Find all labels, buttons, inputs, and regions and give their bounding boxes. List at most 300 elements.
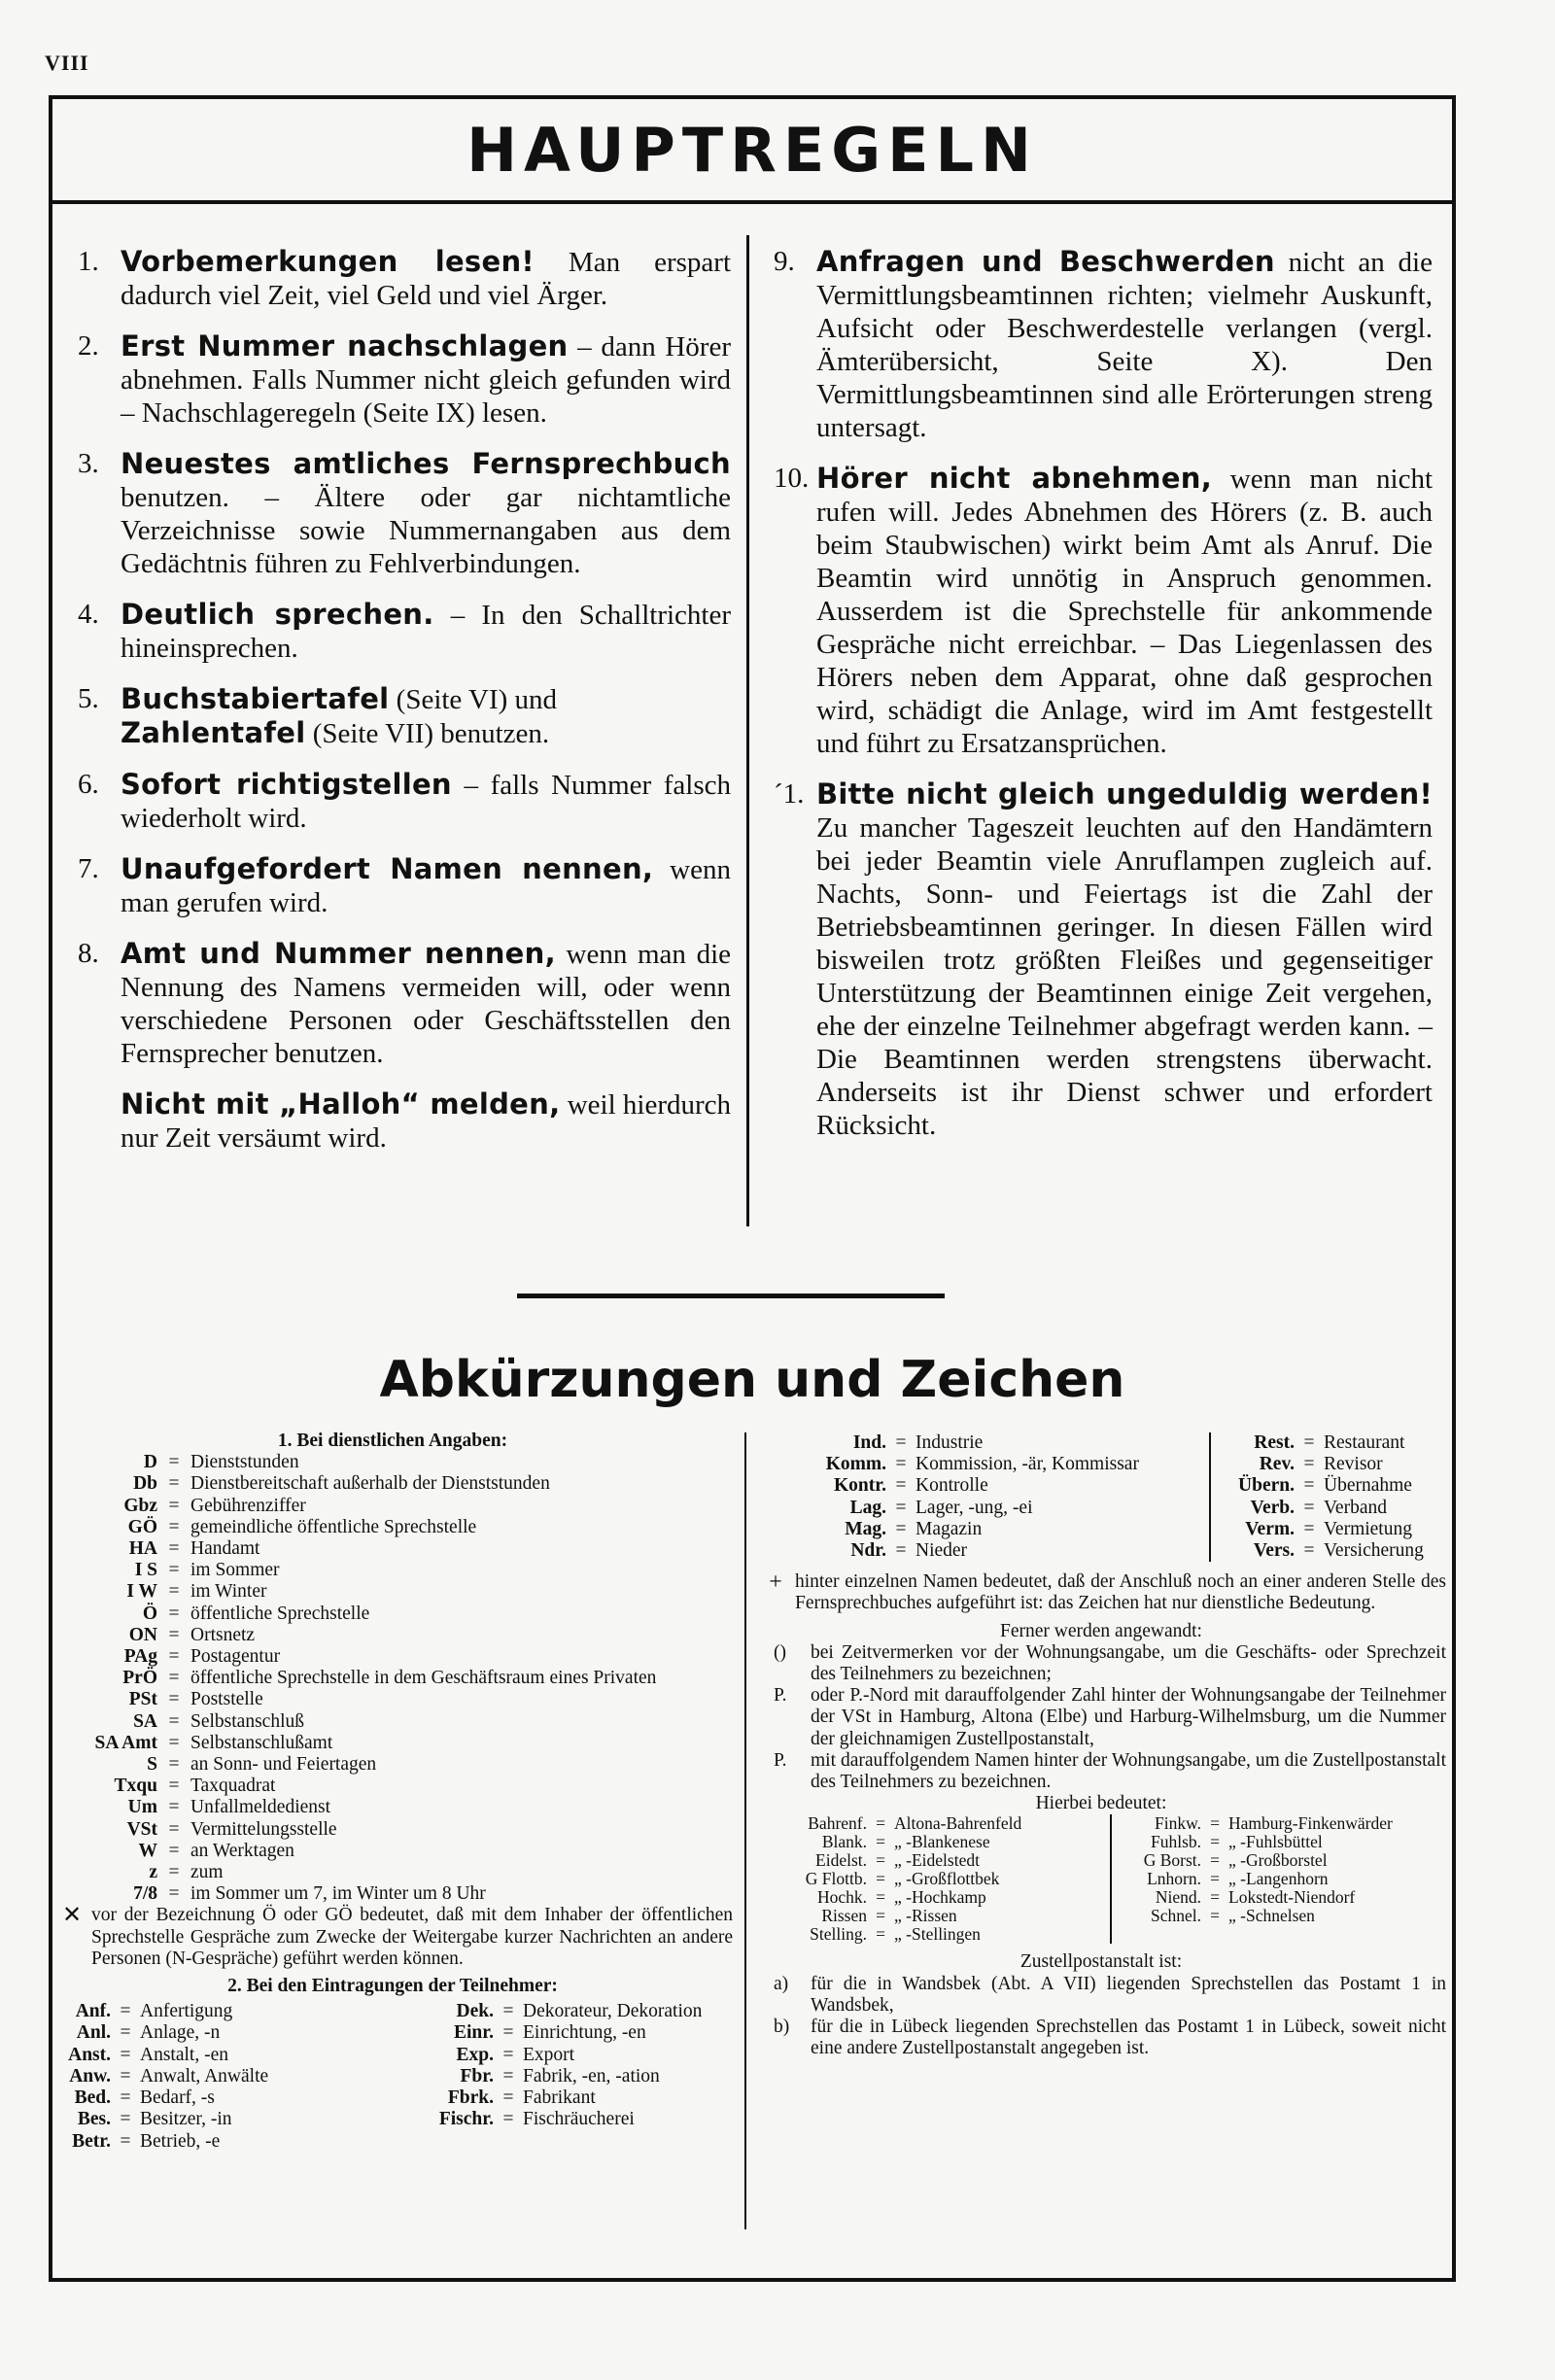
abbreviation-row: [52, 2045, 393, 2066]
abbreviation-key: PrÖ: [122, 1668, 157, 1689]
section1-list: [52, 1452, 733, 1905]
title-box: [52, 99, 1452, 204]
rule-text: weil hierdurch nur Zeit versäumt wird.: [121, 1089, 732, 1154]
list-marker: P.: [774, 1685, 787, 1707]
equals-sign: =: [168, 1646, 180, 1668]
abbreviation-row: [801, 1519, 1209, 1540]
abbreviation-value: Poststelle: [190, 1689, 263, 1710]
abbreviation-key: Lnhorn.: [1147, 1869, 1201, 1889]
rule-number: 1.: [78, 246, 99, 277]
abbreviation-value: Revisor: [1324, 1454, 1383, 1475]
rule-lead: Buchstabiertafel: [121, 682, 390, 715]
abbreviation-row: [789, 1851, 1110, 1870]
abbreviation-value: gemeindliche öffentliche Sprechstelle: [190, 1516, 477, 1537]
abbreviation-key: Schnel.: [1150, 1906, 1201, 1926]
equals-sign: =: [168, 1862, 180, 1883]
abbreviation-value: Magazin: [916, 1518, 983, 1539]
abbreviation-value: „ -Großflottbek: [894, 1869, 1000, 1889]
abbreviation-row: [1223, 1454, 1475, 1475]
equals-sign: =: [168, 1689, 180, 1710]
abbreviation-value: Export: [523, 2044, 575, 2065]
abbreviation-row: [52, 2131, 393, 2153]
abbreviation-row: [52, 1496, 733, 1517]
abbreviation-row: [52, 1711, 733, 1733]
abbreviation-row: [789, 1833, 1110, 1851]
abbreviation-key: Gbz: [123, 1495, 157, 1516]
abbreviation-value: Dekorateur, Dekoration: [523, 2001, 703, 2022]
abbreviation-key: Lag.: [849, 1497, 886, 1518]
abbreviation-key: Um: [127, 1797, 157, 1818]
abbreviation-row: [1223, 1540, 1475, 1562]
abbreviation-key: Verb.: [1250, 1497, 1295, 1518]
abbreviation-value: Taxquadrat: [190, 1776, 276, 1797]
equals-sign: =: [895, 1454, 907, 1475]
equals-sign: =: [168, 1473, 180, 1495]
abbreviation-key: 7/8: [133, 1883, 157, 1905]
abbreviation-value: Vermittelungsstelle: [190, 1818, 337, 1840]
page-title: HAUPTREGELN: [466, 114, 1038, 186]
abbreviation-value: Ortsnetz: [190, 1624, 256, 1645]
abbreviation-value: Anfertigung: [140, 2001, 233, 2022]
abbreviation-value: Bedarf, -s: [140, 2087, 215, 2109]
equals-sign: =: [168, 1538, 180, 1560]
abbreviation-row: [52, 1841, 733, 1862]
rule-number: 8.: [78, 938, 99, 969]
rule-item: [78, 937, 731, 1070]
abbreviation-key: Anst.: [68, 2044, 111, 2065]
rule-text: Zu mancher Tageszeit leuchten auf den Handämtern bei jeder Beamtin viele Anruflampen zugleich auf. Nachts, Sonn- und Feiertags ist die Zahl der Betriebsbeamtinnen geringer. In diesen Fällen wird bisweilen trotz größten Fleißes und gegenseitiger Unterstützung der Beamtinnen einige Zeit vergehen, ehe der einzelne Teilnehmer abgefragt werden kann. – Die Beamtinnen werden strengstens überwacht. Anderseits ist ihr Dienst schwer und erfordert Rücksicht.: [816, 812, 1433, 1141]
abbreviation-row: [52, 1754, 733, 1776]
abbreviation-row: [52, 1517, 733, 1538]
equals-sign: =: [168, 1581, 180, 1603]
abbreviations-divider: [744, 1432, 746, 2229]
abbreviation-value: Lokstedt-Niendorf: [1228, 1887, 1356, 1908]
equals-sign: =: [1303, 1475, 1315, 1497]
abbreviation-key: Komm.: [825, 1454, 886, 1475]
abbreviation-key: Einr.: [453, 2022, 494, 2044]
equals-sign: =: [1210, 1906, 1220, 1926]
abbreviation-value: Kommission, -är, Kommissar: [916, 1454, 1139, 1475]
abbreviation-value: Selbstanschluß: [190, 1710, 304, 1732]
equals-sign: =: [120, 2022, 131, 2044]
abbreviation-value: „ -Schnelsen: [1228, 1906, 1315, 1926]
rule-lead: Erst Nummer nachschlagen: [121, 329, 569, 362]
abbreviation-row: [52, 2109, 393, 2130]
abbreviation-value: „ -Eidelstedt: [894, 1850, 980, 1871]
abbreviation-value: an Werktagen: [190, 1840, 294, 1861]
equals-sign: =: [168, 1818, 180, 1840]
abbreviation-row: [52, 1581, 733, 1603]
rules-left-column: [78, 245, 731, 1172]
equals-sign: =: [876, 1813, 885, 1834]
abbreviation-row: [52, 1538, 733, 1560]
abbreviation-key: Bahrenf.: [808, 1813, 867, 1834]
abbreviation-key: Betr.: [72, 2130, 111, 2152]
abbreviation-row: [393, 2087, 733, 2109]
abbreviations-right: [756, 1432, 1446, 2059]
equals-sign: =: [168, 1754, 180, 1776]
list-item: [774, 2017, 1446, 2059]
content-frame: [49, 95, 1456, 2282]
equals-sign: =: [876, 1869, 885, 1889]
equals-sign: =: [1210, 1850, 1220, 1871]
equals-sign: =: [120, 2001, 131, 2022]
abbreviation-key: z: [149, 1862, 157, 1883]
rule-number: 10.: [774, 463, 810, 494]
abbreviation-value: Handamt: [190, 1538, 260, 1560]
abbreviations-left: [52, 1431, 733, 2153]
abbreviation-key: SA: [133, 1710, 157, 1732]
abbreviation-row: [52, 1689, 733, 1710]
abbreviation-row: [52, 1797, 733, 1818]
abbreviation-row: [52, 1473, 733, 1495]
equals-sign: =: [120, 2044, 131, 2065]
section-title-abbreviations: Abkürzungen und Zeichen: [379, 1351, 1125, 1409]
equals-sign: =: [1210, 1813, 1220, 1834]
rule-text: benutzen. – Ältere oder gar nichtamtliche Verzeichnisse sowie Nummernangaben aus dem Gedächtnis führen zu Fehlverbindungen.: [121, 482, 731, 579]
abbreviation-value: Dienstbereitschaft außerhalb der Dienststunden: [190, 1473, 550, 1495]
abbr-block-a: [801, 1432, 1211, 1562]
abbreviation-key: VSt: [126, 1818, 157, 1840]
list-marker: b): [774, 2017, 790, 2038]
abbreviation-key: Niend.: [1155, 1887, 1201, 1908]
equals-sign: =: [502, 2065, 514, 2087]
abbreviation-key: Hochk.: [816, 1887, 867, 1908]
rule-item: [774, 245, 1433, 444]
abbreviation-key: Stelling.: [810, 1924, 867, 1945]
equals-sign: =: [168, 1495, 180, 1516]
equals-sign: =: [168, 1732, 180, 1753]
rule-item: [78, 1087, 731, 1155]
abbreviation-value: Anlage, -n: [140, 2022, 221, 2044]
abbreviation-value: Besitzer, -in: [140, 2109, 232, 2130]
rule-text: wenn man die Nennung des Namens vermeiden will, oder wenn verschiedene Personen oder Geschäftsstellen den Fernsprecher benutzen.: [121, 939, 731, 1069]
abbreviation-value: Lager, -ung, -ei: [916, 1497, 1033, 1518]
abbreviation-row: [801, 1432, 1209, 1454]
list-text: für die in Lübeck liegenden Sprechstellen das Postamt 1 in Lübeck, soweit nicht eine andere Zustellpostanstalt angegeben ist.: [811, 2017, 1446, 2059]
ferner-list: [756, 1642, 1446, 1793]
rule-number: 7.: [78, 853, 99, 884]
abbreviation-key: ON: [128, 1624, 157, 1645]
abbreviation-row: [393, 2045, 733, 2066]
list-text: für die in Wandsbek (Abt. A VII) liegenden Sprechstellen das Postamt 1 in Wandsbek,: [811, 1973, 1446, 2016]
abbreviation-row: [52, 1668, 733, 1689]
abbreviation-key: Db: [133, 1473, 157, 1495]
equals-sign: =: [502, 2001, 514, 2022]
equals-sign: =: [1210, 1832, 1220, 1852]
rule-lead: Nicht mit „Halloh“ melden,: [121, 1087, 561, 1121]
equals-sign: =: [120, 2130, 131, 2152]
cross-note-text: vor der Bezeichnung Ö oder GÖ bedeutet, daß mit dem Inhaber der öffentlichen Sprechstelle Gespräche zum Zwecke der Weitergabe kurzer Nachrichten an andere Personen (N-Gespräche) geführt werden können.: [91, 1905, 733, 1969]
rule-lead: Vorbemerkungen lesen!: [121, 245, 535, 278]
abbreviation-row: [52, 2001, 393, 2022]
places-block-a: [789, 1814, 1112, 1944]
rule-lead: Hörer nicht abnehmen,: [816, 462, 1213, 495]
abbreviation-key: Rest.: [1254, 1432, 1295, 1453]
rule-item: [78, 768, 731, 835]
plus-icon: +: [769, 1569, 782, 1596]
abbreviation-row: [1223, 1475, 1475, 1497]
rule-text: Man erspart dadurch viel Zeit, viel Geld und viel Ärger.: [121, 247, 732, 311]
abbreviation-row: [1223, 1519, 1475, 1540]
rule-item: [78, 682, 731, 750]
ferner-heading: Ferner werden angewandt:: [1000, 1620, 1202, 1641]
equals-sign: =: [895, 1432, 907, 1453]
equals-sign: =: [895, 1475, 907, 1497]
equals-sign: =: [120, 2065, 131, 2087]
abbreviation-key: Fuhlsb.: [1150, 1832, 1201, 1852]
equals-sign: =: [168, 1516, 180, 1537]
equals-sign: =: [1303, 1497, 1315, 1518]
abbreviation-value: Unfallmeldedienst: [190, 1797, 331, 1818]
abbreviation-key: Verm.: [1245, 1518, 1295, 1539]
list-marker: P.: [774, 1749, 787, 1771]
abbreviation-key: D: [143, 1452, 157, 1473]
abbreviation-row: [52, 1646, 733, 1668]
abbreviation-key: G Flottb.: [805, 1869, 867, 1889]
list-text: bei Zeitvermerken vor der Wohnungsangabe, um die Geschäfts- oder Sprechzeit des Teilnehmers zu bezeichnen;: [811, 1641, 1446, 1685]
abbreviation-row: [1122, 1851, 1452, 1870]
abbreviation-key: Rev.: [1259, 1454, 1295, 1475]
equals-sign: =: [876, 1832, 885, 1852]
equals-sign: =: [120, 2109, 131, 2130]
rule-item: [78, 447, 731, 580]
abbreviation-row: [1122, 1833, 1452, 1851]
rule-item: [78, 245, 731, 312]
equals-sign: =: [1303, 1432, 1315, 1453]
abbreviation-key: W: [138, 1840, 157, 1861]
places-block-b: [1112, 1814, 1452, 1944]
section2-left: [52, 2001, 393, 2152]
abbreviation-row: [52, 2022, 393, 2044]
abbreviation-row: [393, 2109, 733, 2130]
abbreviation-key: Übern.: [1238, 1475, 1295, 1497]
equals-sign: =: [168, 1668, 180, 1689]
abbreviation-value: Betrieb, -e: [140, 2130, 221, 2152]
rule-item: [774, 777, 1433, 1142]
equals-sign: =: [168, 1603, 180, 1624]
abbreviation-row: [801, 1540, 1209, 1562]
abbreviation-value: öffentliche Sprechstelle in dem Geschäftsraum eines Privaten: [190, 1668, 657, 1689]
list-text: oder P.-Nord mit darauffolgender Zahl hinter der Wohnungsangabe der Teilnehmer der VSt in Hamburg, Altona (Elbe) und Harburg-Wilhelmsburg, um die Nummer der gleichnamigen Zustellpostanstalt,: [811, 1685, 1446, 1749]
rule-text: – In den Schalltrichter hineinsprechen.: [121, 600, 731, 664]
rule-lead: Amt und Nummer nennen,: [121, 937, 556, 970]
abbreviation-key: I W: [126, 1581, 157, 1603]
column-divider: [746, 235, 749, 1226]
zustell-list: [756, 1974, 1446, 2060]
abbreviation-key: Kontr.: [834, 1475, 886, 1497]
abbreviation-value: Hamburg-Finkenwärder: [1228, 1813, 1393, 1834]
abbreviation-row: [1122, 1870, 1452, 1888]
equals-sign: =: [168, 1624, 180, 1645]
abbreviation-row: [393, 2066, 733, 2087]
abbreviation-value: im Sommer: [190, 1560, 280, 1581]
rule-lead: Neuestes amtliches Fernsprechbuch: [121, 447, 731, 480]
abbreviation-key: PSt: [128, 1689, 157, 1710]
equals-sign: =: [876, 1850, 885, 1871]
equals-sign: =: [895, 1518, 907, 1539]
rule-number: 9.: [774, 246, 795, 277]
abbreviation-key: PAg: [123, 1646, 157, 1668]
abbreviation-row: [393, 2001, 733, 2022]
abbreviation-row: [1122, 1907, 1452, 1925]
equals-sign: =: [168, 1710, 180, 1732]
abbreviation-value: im Winter: [190, 1581, 267, 1603]
equals-sign: =: [1210, 1869, 1220, 1889]
abbreviation-row: [789, 1907, 1110, 1925]
abbreviation-value: „ -Stellingen: [894, 1924, 981, 1945]
abbreviation-key: G Borst.: [1143, 1850, 1201, 1871]
abbreviation-value: Kontrolle: [916, 1475, 988, 1497]
zustell-heading: Zustellpostanstalt ist:: [1019, 1951, 1183, 1973]
abbreviation-value: Übernahme: [1324, 1475, 1412, 1497]
abbreviation-value: „ -Rissen: [894, 1906, 957, 1926]
equals-sign: =: [1210, 1887, 1220, 1908]
rule-number: ´1.: [774, 778, 805, 810]
equals-sign: =: [1303, 1454, 1315, 1475]
equals-sign: =: [876, 1906, 885, 1926]
rule-item: [78, 852, 731, 919]
abbreviation-value: Fabrik, -en, -ation: [523, 2065, 660, 2087]
abbreviation-row: [52, 1883, 733, 1905]
abbreviation-value: zum: [190, 1862, 224, 1883]
abbreviation-key: S: [147, 1754, 157, 1776]
rule-item: [78, 598, 731, 665]
abbreviation-row: [52, 1819, 733, 1841]
abbreviation-row: [52, 1560, 733, 1581]
equals-sign: =: [168, 1776, 180, 1797]
abbreviation-key: Rissen: [821, 1906, 867, 1926]
abbreviation-row: [52, 2066, 393, 2087]
section2-columns: [52, 2001, 733, 2152]
abbreviation-key: Fischr.: [438, 2109, 494, 2130]
list-item: [774, 1642, 1446, 1685]
rule-lead: Bitte nicht gleich ungeduldig werden!: [816, 777, 1433, 811]
abbreviation-key: Fbrk.: [447, 2087, 494, 2109]
abbreviation-value: Vermietung: [1324, 1518, 1412, 1539]
abbreviation-value: Anwalt, Anwälte: [140, 2065, 269, 2087]
rule-text: – dann Hörer abnehmen. Falls Nummer nicht gleich gefunden wird – Nachschlageregeln (Seite IX) lesen.: [121, 331, 731, 429]
rules-right-column: [774, 245, 1433, 1159]
abbreviation-row: [801, 1498, 1209, 1519]
abbreviation-key: Anf.: [75, 2001, 111, 2022]
abbreviation-key: Ind.: [852, 1432, 886, 1453]
abbreviation-value: an Sonn- und Feiertagen: [190, 1754, 377, 1776]
equals-sign: =: [120, 2087, 131, 2109]
abbreviation-key: Anl.: [76, 2022, 111, 2044]
abbreviation-key: Ndr.: [850, 1540, 886, 1562]
abbreviation-value: Dienststunden: [190, 1452, 299, 1473]
abbreviation-row: [52, 1452, 733, 1473]
abbreviation-value: Fischräucherei: [523, 2109, 635, 2130]
abbreviation-value: Altona-Bahrenfeld: [894, 1813, 1022, 1834]
abbreviation-key: Finkw.: [1155, 1813, 1201, 1834]
rule-text: – falls Nummer falsch wiederholt wird.: [121, 770, 731, 834]
abbreviation-key: Dek.: [456, 2001, 494, 2022]
abbreviation-row: [789, 1925, 1110, 1944]
abbreviation-key: Ö: [142, 1603, 157, 1624]
equals-sign: =: [1303, 1540, 1315, 1562]
rule-item: [774, 462, 1433, 760]
abbreviations-top-table: [801, 1432, 1446, 1562]
equals-sign: =: [876, 1924, 885, 1945]
rule-number: 6.: [78, 769, 99, 800]
abbreviation-row: [52, 1776, 733, 1797]
list-marker: (): [774, 1641, 786, 1663]
equals-sign: =: [502, 2109, 514, 2130]
abbreviation-value: „ -Fuhlsbüttel: [1228, 1832, 1323, 1852]
abbreviation-value: öffentliche Sprechstelle: [190, 1603, 370, 1624]
abbreviation-value: Gebührenziffer: [190, 1495, 306, 1516]
section2-heading: 2. Bei den Eintragungen der Teilnehmer:: [227, 1976, 558, 1997]
abbreviation-key: Exp.: [456, 2044, 494, 2065]
abbreviation-key: HA: [128, 1538, 157, 1560]
list-item: [774, 1750, 1446, 1793]
equals-sign: =: [168, 1797, 180, 1818]
rule-number: 5.: [78, 683, 99, 714]
abbreviation-value: Versicherung: [1324, 1540, 1424, 1562]
abbreviation-key: GÖ: [127, 1516, 157, 1537]
rule-text: (Seite VII) benutzen.: [305, 718, 550, 749]
plus-note-text: hinter einzelnen Namen bedeutet, daß der Anschluß noch an einer anderen Stelle des Fernsprechbuches aufgeführt ist: das Zeichen hat nur dienstliche Bedeutung.: [795, 1571, 1446, 1614]
abbreviation-key: Bes.: [77, 2109, 111, 2130]
rule-text: (Seite VI) und: [389, 684, 558, 715]
equals-sign: =: [895, 1540, 907, 1562]
rule-lead: Zahlentafel: [121, 716, 306, 749]
abbr-block-b: [1211, 1432, 1475, 1562]
rule-text: nicht an die Vermittlungsbeamtinnen richten; vielmehr Auskunft, Aufsicht oder Beschwerdestelle verlangen (vergl. Ämterübersicht, Seite X). Den Vermittlungsbeamtinnen sind alle Erörterungen streng untersagt.: [816, 247, 1433, 443]
abbreviation-key: Blank.: [821, 1832, 867, 1852]
rule-lead: Deutlich sprechen.: [121, 598, 434, 631]
rule-item: [78, 329, 731, 430]
hierbei-heading: Hierbei bedeutet:: [1035, 1793, 1167, 1814]
equals-sign: =: [1303, 1518, 1315, 1539]
equals-sign: =: [168, 1452, 180, 1473]
section2-right: [393, 2001, 733, 2152]
abbreviation-value: Postagentur: [190, 1646, 281, 1668]
equals-sign: =: [876, 1887, 885, 1908]
abbreviation-value: Fabrikant: [523, 2087, 596, 2109]
abbreviation-value: „ -Großborstel: [1228, 1850, 1328, 1871]
rule-lead: Anfragen und Beschwerden: [816, 245, 1275, 278]
abbreviation-row: [52, 1604, 733, 1625]
abbreviation-row: [1223, 1432, 1475, 1454]
rule-number: 3.: [78, 448, 99, 479]
list-item: [774, 1974, 1446, 2017]
abbreviation-value: Industrie: [916, 1432, 984, 1453]
abbreviation-key: Anw.: [69, 2065, 111, 2087]
abbreviation-row: [52, 2087, 393, 2109]
plus-note: [756, 1571, 1446, 1614]
cross-note: [52, 1905, 733, 1970]
abbreviation-row: [393, 2022, 733, 2044]
abbreviation-row: [1122, 1814, 1452, 1833]
abbreviation-row: [789, 1888, 1110, 1907]
rule-lead: Sofort richtigstellen: [121, 768, 452, 801]
cross-icon: ✕: [61, 1903, 83, 1929]
list-text: mit darauffolgendem Namen hinter der Wohnungsangabe, um die Zustellpostanstalt des Teilnehmers zu bezeichnen.: [811, 1749, 1446, 1793]
abbreviation-value: Nieder: [916, 1540, 968, 1562]
abbreviation-key: Mag.: [845, 1518, 886, 1539]
abbreviation-row: [52, 1862, 733, 1883]
abbreviation-value: „ -Blankenese: [894, 1832, 990, 1852]
abbreviation-row: [789, 1870, 1110, 1888]
abbreviation-key: SA Amt: [94, 1732, 157, 1753]
abbreviation-row: [801, 1454, 1209, 1475]
rule-number: 4.: [78, 599, 99, 630]
rule-text: wenn man gerufen wird.: [121, 854, 731, 918]
equals-sign: =: [168, 1883, 180, 1905]
